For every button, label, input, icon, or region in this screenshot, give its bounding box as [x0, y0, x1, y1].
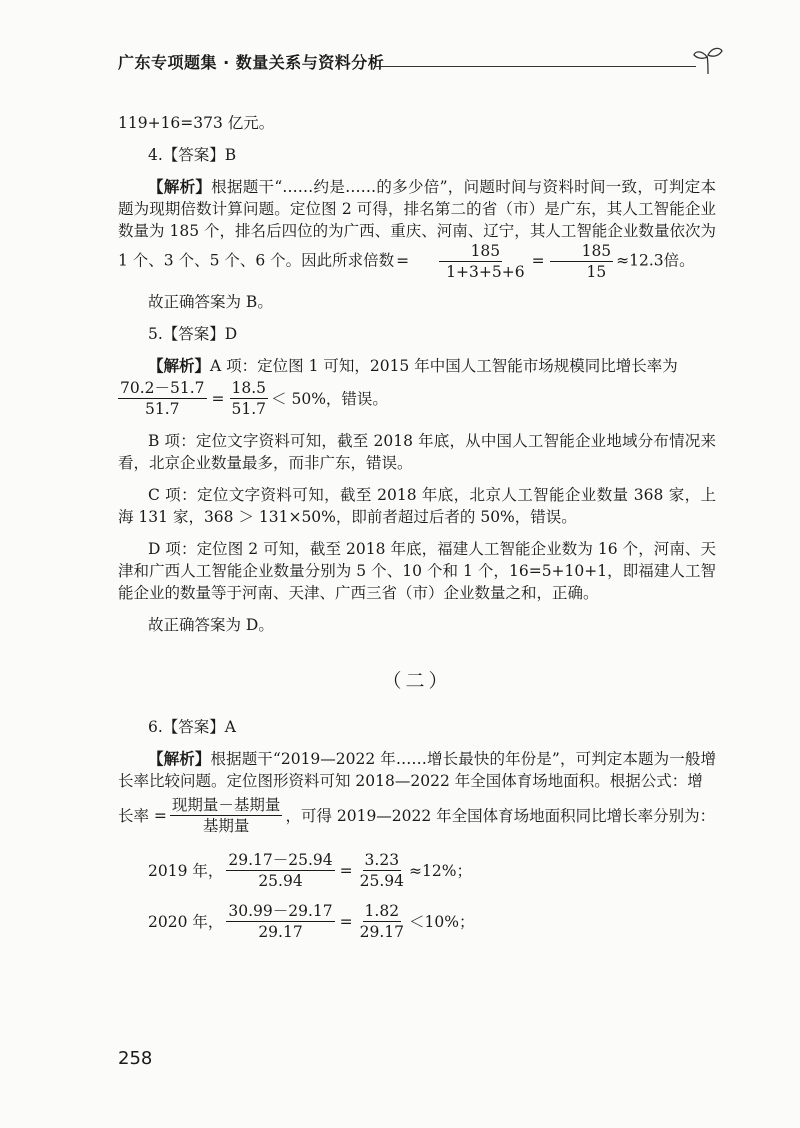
- growth-row-2019: 2019 年， $\frac{29.17-25.94}{25.94}$ = $\frac{3.23}{25.94}$ ≈12%；: [148, 851, 472, 890]
- previous-answer-tail: 119+16=373 亿元。: [118, 114, 275, 132]
- q6-answer-label: 6.【答案】A: [148, 718, 236, 736]
- fraction: $\frac{30.99-29.17}{29.17}$: [228, 902, 333, 941]
- q5-a-formula: $\frac{70.2-51.7}{51.7}$ = $\frac{18.5}{51.7}$ ＜ 50%，错误。: [120, 379, 388, 418]
- q6-analysis: [118, 748, 716, 792]
- q5-a-text: A 项：定位图 1 可知，2015 年中国人工智能市场规模同比增长率为: [210, 357, 678, 375]
- q6-analysis-text: 根据题干“2019—2022 年……增长最快的年份是”，可判定本题为一般增长率比较问题。定位图形资料可知 2018—2022 年全国体育场地面积。根据公式：增: [118, 750, 716, 790]
- fraction: $\frac{3.23}{25.94}$: [359, 851, 404, 890]
- fraction: $\frac{1.82}{29.17}$: [359, 902, 404, 941]
- page-number: 258: [118, 1048, 153, 1069]
- q5-option-b: B 项：定位文字资料可知，截至 2018 年底，从中国人工智能企业地域分布情况来看，北京企业数量最多，而非广东，错误。: [118, 432, 716, 472]
- q5-a-result: ＜ 50%，错误。: [271, 389, 388, 408]
- growth-rate-formula: 长率 = $\frac{\text{现期量－基期量}}{\text{基期量}}$ ，可得 2019—2022 年全国体育场地面积同比增长率分别为：: [118, 796, 716, 835]
- q5-option-c: C 项：定位文字资料可知，截至 2018 年底，北京人工智能企业数量 368 家，上海 131 家，368 ＞ 131×50%，即前者超过后者的 50%，错误。: [118, 486, 716, 526]
- growth-row-2020: 2020 年， $\frac{30.99-29.17}{29.17}$ = $\frac{1.82}{29.17}$ ＜10%；: [148, 902, 475, 941]
- analysis-tag: 【解析】: [148, 356, 211, 375]
- header-rule: [374, 66, 696, 67]
- q4-conclusion: 故正确答案为 B。: [148, 293, 273, 311]
- q5-conclusion: 故正确答案为 D。: [148, 616, 274, 634]
- q4-answer-label: 4.【答案】B: [148, 146, 237, 164]
- analysis-tag: 【解析】: [148, 177, 212, 196]
- q5-option-d: D 项：定位图 2 可知，截至 2018 年底，福建人工智能企业数为 16 个，河南、天津和广西人工智能企业数量分别为 5 个、10 个和 1 个，16=5+10+1，即福建人工智能企业的数量等于河南、天津、广西三省（市）企业数量之和，正确。: [118, 540, 716, 602]
- q5-option-a: [118, 355, 716, 377]
- fraction: $\frac{185}{1+3+5+6}$: [414, 242, 526, 281]
- page-content: [118, 112, 716, 953]
- fraction: $\frac{18.5}{51.7}$: [231, 379, 267, 418]
- section-title: （二）: [382, 670, 452, 692]
- q4-result: ≈12.3倍。: [616, 251, 695, 270]
- fraction: $\frac{70.2-51.7}{51.7}$: [120, 379, 205, 418]
- fraction: $\frac{29.17-25.94}{25.94}$: [228, 851, 333, 890]
- q5-answer-label: 5.【答案】D: [148, 325, 238, 343]
- q4-analysis: 【解析】根据题干“……约是……的多少倍”，问题时间与资料时间一致，可判定本题为现期倍数计算问题。定位图 2 可得，排名第二的省（市）是广东，其人工智能企业数量为 185 个，排名后四位的为广西、重庆、河南、辽宁，其人工智能企业数量依次为 1 个、3 个、5 个、6 个。因此所求倍数 = $\frac{185}{1+3+5+6}$ = $\frac{185}{15}$ ≈12.3倍。: [118, 177, 716, 281]
- analysis-tag: 【解析】: [148, 749, 211, 768]
- sprout-icon: [692, 46, 724, 76]
- header-title: 广东专项题集 · 数量关系与资料分析: [118, 53, 385, 72]
- running-header: [118, 46, 718, 82]
- q4-analysis-text: 根据题干“……约是……的多少倍”，问题时间与资料时间一致，可判定本题为现期倍数计算问题。定位图 2 可得，排名第二的省（市）是广东，其人工智能企业数量为 185 个，排名后四位的为广西、重庆、河南、辽宁，其人工智能企业数量依次为 1 个、3 个、5 个、6 个。因此所求倍数: [118, 178, 716, 270]
- fraction: $\frac{185}{15}$: [550, 242, 614, 281]
- fraction: $\frac{\text{现期量－基期量}}{\text{基期量}}$: [171, 796, 281, 835]
